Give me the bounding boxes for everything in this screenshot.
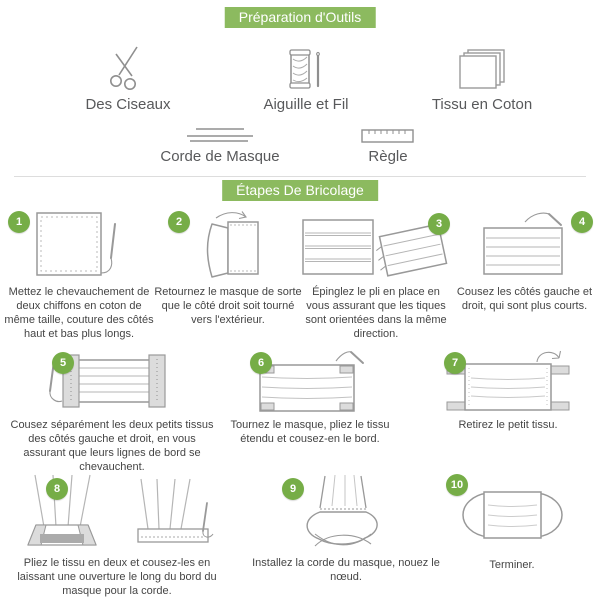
step-number-badge: 3 [428, 213, 450, 235]
step-7-remove-tissue-icon [412, 348, 600, 414]
cotton-fabric-icon [456, 42, 508, 92]
step-caption: Pliez le tissu en deux et cousez-les en laissant une ouverture le long du bord du masque pour la corde. [17, 557, 217, 598]
step-caption: Terminer. [489, 559, 535, 571]
step-2 [154, 209, 302, 327]
step-number-badge: 1 [8, 211, 30, 233]
step-8 [12, 472, 222, 598]
step-4 [452, 209, 597, 313]
mask-cord-icon [184, 122, 256, 144]
step-3 [300, 209, 452, 341]
step-caption: Tournez le masque, pliez le tissu étendu et cousez-en le bord. [230, 419, 390, 446]
step-5-side-tissues-icon [8, 348, 216, 414]
step-10 [420, 472, 600, 572]
step-number-badge: 7 [444, 352, 466, 374]
step-caption: Cousez séparément les deux petits tissus des côtés gauche et droit, en vous assurant que leurs lignes de bord se chevauchent. [10, 419, 214, 474]
tool-label: Aiguille et Fil [263, 96, 349, 113]
step-9-tie-cord-icon [252, 472, 440, 552]
step-6 [224, 348, 396, 446]
tool-label: Règle [368, 148, 408, 165]
section-divider [14, 176, 586, 177]
tools-section-header: Préparation d'Outils [225, 7, 376, 28]
step-number-badge: 10 [446, 474, 468, 496]
tool-needle-thread [233, 42, 379, 113]
tool-label: Tissu en Coton [431, 96, 533, 113]
step-caption: Épinglez le pli en place en vous assurant que les tiques sont orientées dans la même direction. [305, 286, 447, 341]
tool-cotton-fabric [409, 42, 555, 113]
step-caption: Installez la corde du masque, nouez le nœud. [252, 557, 440, 584]
step-number-badge: 2 [168, 211, 190, 233]
step-caption: Mettez le chevauchement de deux chiffons en coton de même taille, couture des côtés haut et bas plus longs. [4, 286, 154, 341]
step-number-badge: 4 [571, 211, 593, 233]
step-7 [412, 348, 600, 432]
tool-ruler [313, 122, 463, 165]
step-5 [8, 348, 216, 474]
step-caption: Retournez le masque de sorte que le côté droit soit tourné vers l'extérieur. [154, 286, 302, 327]
step-8-fold-and-sew-icon [12, 472, 222, 552]
tool-label: Des Ciseaux [85, 96, 171, 113]
step-1 [4, 209, 154, 341]
step-number-badge: 6 [250, 352, 272, 374]
step-number-badge: 5 [52, 352, 74, 374]
tool-mask-cord [145, 122, 295, 165]
tool-label: Corde de Masque [160, 148, 280, 165]
step-caption: Cousez les côtés gauche et droit, qui sont plus courts. [456, 286, 593, 313]
needle-and-thread-icon [286, 42, 326, 92]
ruler-icon [361, 122, 415, 144]
step-9 [252, 472, 440, 584]
step-number-badge: 9 [282, 478, 304, 500]
step-number-badge: 8 [46, 478, 68, 500]
scissors-icon [107, 42, 149, 92]
tool-scissors [55, 42, 201, 113]
steps-section-header: Étapes De Bricolage [222, 180, 378, 201]
step-caption: Retirez le petit tissu. [458, 419, 558, 431]
